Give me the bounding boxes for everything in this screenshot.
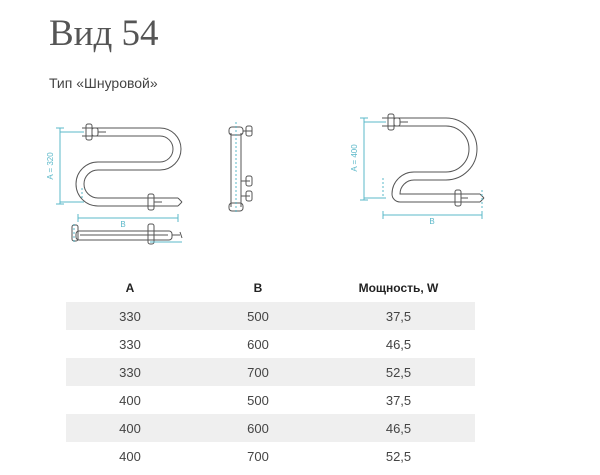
cell-power: 37,5 — [385, 392, 412, 408]
front-view-small — [46, 124, 182, 229]
side-view — [229, 122, 252, 212]
cell-a: 330 — [119, 336, 141, 352]
column-header-power: Мощность, W — [358, 281, 439, 295]
cell-a: 400 — [119, 448, 141, 464]
cell-b: 700 — [247, 448, 269, 464]
dim-a-label-large: A = 400 — [350, 144, 359, 172]
cell-b: 600 — [247, 336, 269, 352]
cell-power: 52,5 — [322, 358, 475, 386]
table-row — [66, 330, 475, 358]
cell-a: 400 — [119, 392, 141, 408]
cell-power: 46,5 — [322, 414, 475, 442]
table-row — [66, 386, 475, 414]
specs-table — [66, 274, 475, 470]
front-view-large — [350, 114, 484, 226]
column-header-a: A — [125, 281, 135, 295]
dim-b-label-large: B — [429, 217, 435, 226]
page-title: Вид 54 — [49, 13, 159, 54]
table-row — [66, 302, 475, 330]
page-subtitle: Тип «Шнуровой» — [49, 75, 158, 91]
cell-power: 37,5 — [322, 302, 475, 330]
table-header-row — [66, 274, 475, 302]
cell-b: 500 — [247, 392, 269, 408]
cell-power: 52,5 — [385, 448, 412, 464]
cell-a: 330 — [66, 302, 194, 330]
cell-b: 500 — [194, 302, 322, 330]
cell-b: 700 — [194, 358, 322, 386]
table-row — [66, 358, 475, 386]
table-row — [66, 414, 475, 442]
column-header-b: B — [253, 281, 263, 295]
dim-a-label-small: A = 320 — [46, 152, 55, 180]
cell-a: 400 — [66, 414, 194, 442]
cell-a: 330 — [66, 358, 194, 386]
cell-b: 600 — [194, 414, 322, 442]
cell-power: 46,5 — [385, 336, 412, 352]
top-view — [72, 224, 182, 244]
dim-b-label-small: B — [120, 220, 126, 229]
table-row — [66, 442, 475, 470]
